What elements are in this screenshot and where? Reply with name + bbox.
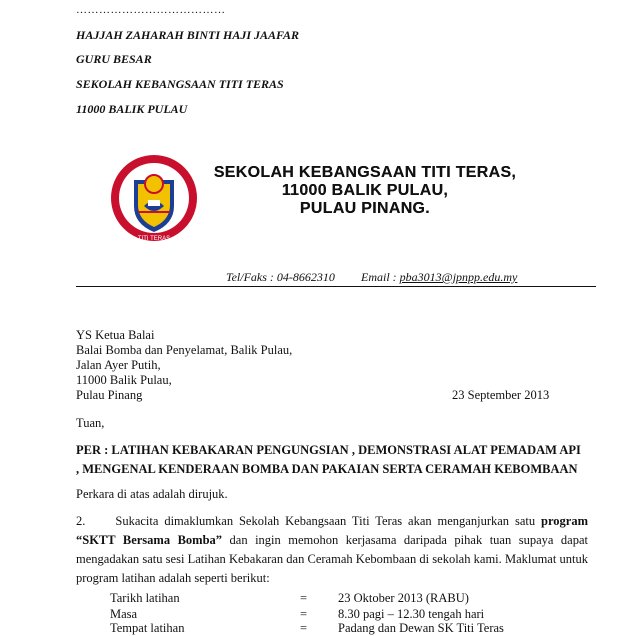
letterhead-tel: Tel/Faks : 04-8662310 xyxy=(226,270,335,284)
detail-equals: = xyxy=(300,607,308,621)
paragraph-2-text-b: dan ingin memohon kerjasama daripada pihak tuan supaya dapat mengadakan satu sesi Latihan Kebakaran dan Ceramah Kebombaan di sekolah kami. Maklumat untuk program latihan adalah seperti berikut: xyxy=(76,533,588,585)
recipient-line-3: Jalan Ayer Putih, xyxy=(76,358,161,372)
signatory-title: GURU BESAR xyxy=(76,52,152,66)
crest-ring-text: TITI TERAS xyxy=(137,236,171,242)
letterhead-school-name xyxy=(208,164,522,218)
recipient-line-5: Pulau Pinang xyxy=(76,388,143,402)
email-label: Email : xyxy=(361,270,400,284)
signature-dots: ………………………………… xyxy=(76,4,226,16)
subject-line-1: PER : LATIHAN KEBAKARAN PENGUNGSIAN , DEMONSTRASI ALAT PEMADAM API xyxy=(76,443,581,457)
letterhead-line-1: SEKOLAH KEBANGSAAN TITI TERAS, xyxy=(213,164,517,181)
letterhead-line-2: 11000 BALIK PULAU, xyxy=(281,182,449,199)
letter-date: 23 September 2013 xyxy=(452,388,550,402)
body-paragraph-1: Perkara di atas adalah dirujuk. xyxy=(76,487,228,501)
detail-label: Tempat latihan xyxy=(110,621,185,635)
school-crest-logo xyxy=(108,150,200,246)
detail-value: Padang dan Dewan SK Titi Teras xyxy=(338,621,504,635)
detail-value: 23 Oktober 2013 (RABU) xyxy=(338,591,469,605)
letterhead-email-line xyxy=(361,270,517,285)
detail-label: Tarikh latihan xyxy=(110,591,180,605)
letterhead-line-3: PULAU PINANG. xyxy=(299,200,431,217)
recipient-line-1: YS Ketua Balai xyxy=(76,328,155,342)
paragraph-2-program-name: “SKTT Bersama Bomba” xyxy=(76,533,223,547)
email-link[interactable]: pba3013@jpnpp.edu.my xyxy=(399,270,518,284)
detail-equals: = xyxy=(300,621,308,635)
paragraph-2-program: program xyxy=(541,514,588,528)
paragraph-number: 2. xyxy=(76,514,86,528)
signatory-address: 11000 BALIK PULAU xyxy=(76,102,188,116)
detail-label: Masa xyxy=(110,607,138,621)
recipient-line-4: 11000 Balik Pulau, xyxy=(76,373,172,387)
salutation: Tuan, xyxy=(76,416,105,430)
detail-value: 8.30 pagi – 12.30 tengah hari xyxy=(338,607,485,621)
signatory-school: SEKOLAH KEBANGSAAN TITI TERAS xyxy=(76,77,284,91)
subject-line-2: , MENGENAL KENDERAAN BOMBA DAN PAKAIAN SERTA CERAMAH KEBOMBAAN xyxy=(76,462,578,476)
signatory-name: HAJJAH ZAHARAH BINTI HAJI JAAFAR xyxy=(76,28,299,42)
paragraph-2-text-a: Sukacita dimaklumkan Sekolah Kebangsaan Titi Teras akan menganjurkan satu xyxy=(115,514,541,528)
detail-equals: = xyxy=(300,591,308,605)
body-paragraph-2 xyxy=(76,512,588,588)
letterhead-divider xyxy=(76,286,596,287)
recipient-line-2: Balai Bomba dan Penyelamat, Balik Pulau, xyxy=(76,343,293,357)
